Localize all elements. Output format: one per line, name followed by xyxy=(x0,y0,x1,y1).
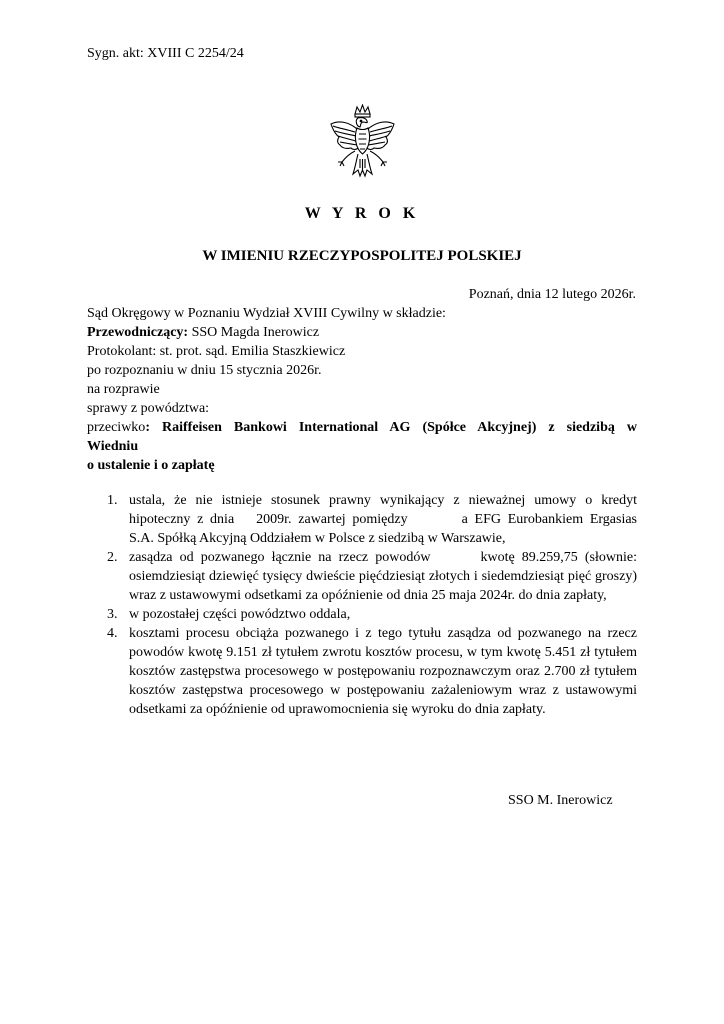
against-label: przeciwko xyxy=(87,420,146,435)
item-text: ustala, że nie istnieje stosunek prawny wynikający z nieważnej umowy o kredyt xyxy=(129,493,637,508)
verdict-item xyxy=(87,548,637,605)
item-text: kosztami procesu obciąża pozwanego i z tego tytułu zasądza od pozwanego na rzecz powodów kwotę 9.151 zł tytułem zwrotu kosztów procesu, w tym kwotę 5.451 zł tytułem kosztów zastępstwa procesowego w postępowaniu rozpoznawczym oraz 2.700 zł tytułem kosztów zastępstwa procesowego w postępowaniu zażaleniowym wraz z ustawowymi odsetkami za opóźnienie od uprawomocnienia się wyroku do dnia zapłaty. xyxy=(129,626,637,717)
judgment-title: W Y R O K xyxy=(304,205,420,222)
item-text: zasądza od pozwanego łącznie na rzecz powodów kwotę 89.259,75 (słownie: xyxy=(129,550,637,565)
case-subject: o ustalenie i o zapłatę xyxy=(87,458,215,473)
defendant-city: Wiedniu xyxy=(87,439,139,454)
polish-eagle-emblem-icon xyxy=(325,104,400,182)
court-composition: Sąd Okręgowy w Poznaniu Wydział XVIII Cywilny w składzie: xyxy=(87,306,446,321)
item-number: 4. xyxy=(107,626,118,641)
judgment-subtitle: W IMIENIU RZECZYPOSPOLITEJ POLSKIEJ xyxy=(202,248,522,264)
presiding-label: Przewodniczący: xyxy=(87,325,189,340)
item-number: 2. xyxy=(107,550,118,565)
verdict-item xyxy=(87,624,637,719)
verdict-list xyxy=(87,491,637,719)
session-type: na rozprawie xyxy=(87,382,160,397)
verdict-item xyxy=(87,491,637,548)
presiding-judge xyxy=(87,323,637,342)
hearing-date: po rozpoznaniu w dniu 15 stycznia 2026r. xyxy=(87,363,322,378)
item-text: S.A. Spółką Akcyjną Oddziałem w Polsce z siedzibą w Warszawie, xyxy=(129,531,506,546)
court-clerk: Protokolant: st. prot. sąd. Emilia Staszkiewicz xyxy=(87,344,346,359)
item-number: 3. xyxy=(107,607,118,622)
defendant-name: : Raiffeisen Bankowi International AG (Spółce Akcyjnej) z siedzibą w xyxy=(145,420,637,435)
item-text: osiemdziesiąt dziewięć tysięcy dwieście pięćdziesiąt złotych i siedemdziesiąt pięć groszy) wraz z ustawowymi odsetkami za opóźnienie od dnia 25 maja 2024r. do dnia zapłaty, xyxy=(129,569,637,603)
verdict-item xyxy=(87,605,637,624)
item-text: hipoteczny z dnia 2009r. zawartej pomiędzy a EFG Eurobankiem Ergasias xyxy=(129,512,637,527)
case-reference: Sygn. akt: XVIII C 2254/24 xyxy=(87,46,244,61)
item-text: w pozostałej części powództwo oddala, xyxy=(129,607,351,622)
plaintiff-label: sprawy z powództwa: xyxy=(87,401,210,416)
item-number: 1. xyxy=(107,493,118,508)
judgment-intro xyxy=(87,304,637,475)
judge-signature: SSO M. Inerowicz xyxy=(508,793,613,808)
place-and-date: Poznań, dnia 12 lutego 2026r. xyxy=(468,287,636,302)
defendant-line xyxy=(87,418,637,437)
presiding-name: SSO Magda Inerowicz xyxy=(188,325,320,340)
